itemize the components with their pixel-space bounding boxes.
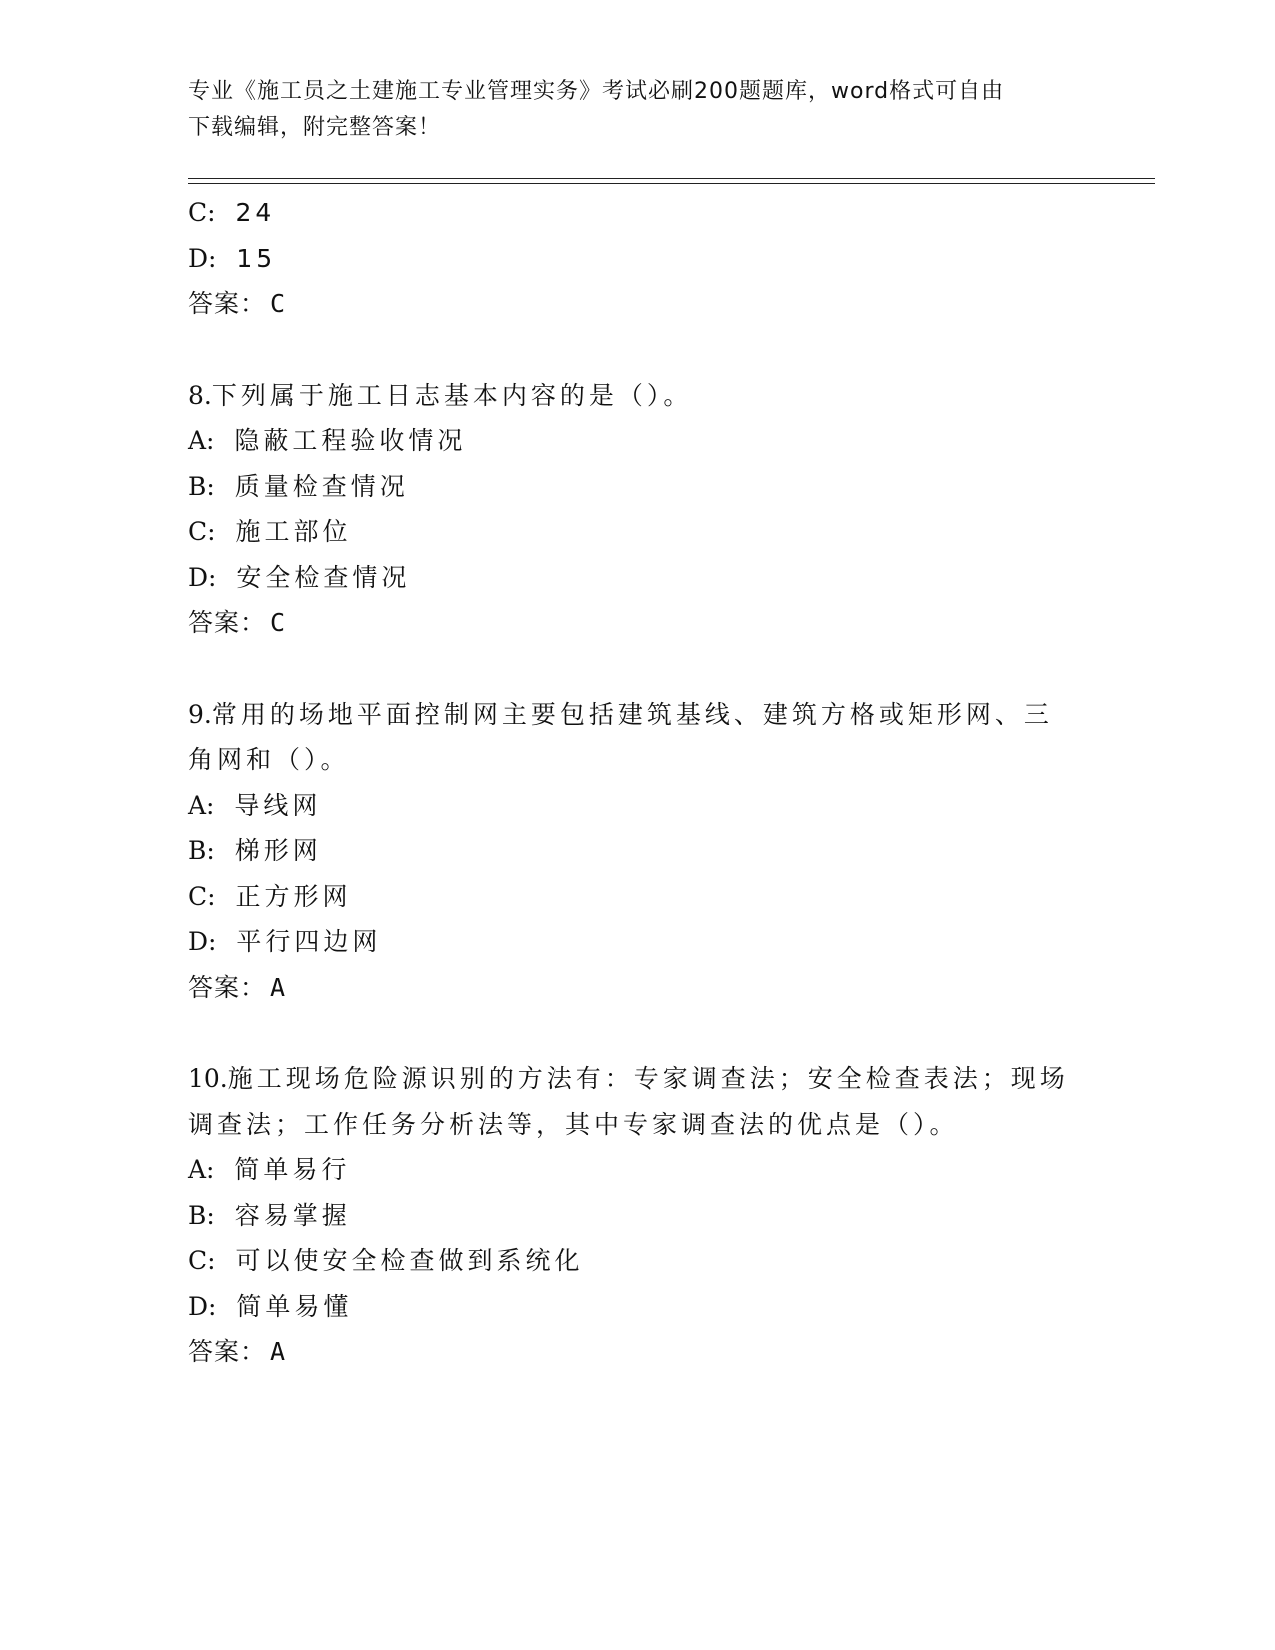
option-letter: D: [188, 1291, 225, 1321]
answer-row [188, 1329, 1088, 1375]
question-text: 常用的场地平面控制网主要包括建筑基线、建筑方格或矩形网、三 [211, 699, 1053, 729]
option-row [188, 919, 1088, 965]
option-letter: B: [188, 836, 223, 865]
option-text: 可以使安全检查做到系统化 [235, 1246, 584, 1275]
answer-value: A [270, 1337, 287, 1366]
answer-value: C [270, 289, 287, 318]
option-text: 平行四边网 [236, 927, 382, 956]
answer-label: 答案： [188, 1337, 267, 1366]
question-stem-line [188, 692, 1088, 738]
option-text: 导线网 [234, 790, 322, 820]
option-text: 正方形网 [235, 881, 352, 911]
answer-value: C [270, 608, 287, 637]
option-letter: C: [188, 881, 224, 911]
question-number: 9. [188, 699, 212, 729]
option-row [188, 464, 1088, 510]
option-row [188, 555, 1088, 601]
question-stem-line [188, 1056, 1088, 1102]
option-row [188, 1238, 1088, 1284]
header-line-1: 专业《施工员之土建施工专业管理实务》考试必刷200题题库，word格式可自由 [188, 79, 1005, 104]
question-text: 下列属于施工日志基本内容的是（）。 [211, 380, 693, 410]
question-text: 施工现场危险源识别的方法有：专家调查法；安全检查表法；现场 [227, 1064, 1069, 1093]
answer-label: 答案： [188, 972, 267, 1002]
option-letter: B: [188, 1200, 223, 1230]
option-row [188, 828, 1088, 874]
question-number: 8. [188, 380, 212, 410]
answer-row [188, 281, 1088, 327]
option-letter: A: [188, 1155, 223, 1184]
option-text: 质量检查情况 [234, 471, 409, 501]
option-letter: C: [188, 198, 224, 227]
partial-question-block [188, 190, 1088, 327]
option-text: 安全检查情况 [236, 562, 411, 592]
question-stem-line [188, 737, 1088, 783]
question-stem-line [188, 373, 1088, 419]
option-text: 梯形网 [234, 836, 322, 865]
option-row [188, 874, 1088, 920]
answer-label: 答案： [188, 608, 267, 637]
option-row [188, 1147, 1088, 1193]
option-text: 15 [236, 243, 277, 273]
question-text: 调查法；工作任务分析法等，其中专家调查法的优点是（）。 [188, 1109, 959, 1139]
option-row [188, 1193, 1088, 1239]
answer-row [188, 965, 1088, 1011]
option-text: 施工部位 [235, 517, 352, 546]
option-letter: A: [188, 426, 223, 455]
option-text: 隐蔽工程验收情况 [234, 426, 467, 455]
question-block-8 [188, 373, 1088, 646]
option-row [188, 190, 1088, 236]
option-row [188, 509, 1088, 555]
question-content [188, 190, 1088, 1375]
question-text: 角网和（）。 [188, 745, 350, 774]
option-letter: C: [188, 517, 224, 546]
question-stem-line [188, 1102, 1088, 1148]
answer-row [188, 600, 1088, 646]
document-header [188, 74, 1088, 146]
option-row [188, 236, 1088, 282]
header-rule-bottom [188, 183, 1155, 184]
answer-value: A [270, 972, 287, 1002]
option-text: 简单易行 [234, 1155, 351, 1184]
answer-label: 答案： [188, 289, 267, 318]
option-row [188, 418, 1088, 464]
question-block-10 [188, 1056, 1088, 1375]
option-text: 简单易懂 [236, 1291, 353, 1321]
option-text: 24 [235, 198, 276, 227]
option-letter: D: [188, 562, 225, 592]
option-row [188, 1284, 1088, 1330]
question-number: 10. [188, 1064, 228, 1093]
option-row [188, 783, 1088, 829]
option-letter: D: [188, 927, 225, 956]
option-letter: B: [188, 471, 223, 501]
option-text: 容易掌握 [234, 1200, 351, 1230]
header-line-2: 下载编辑，附完整答案！ [188, 115, 442, 140]
question-block-9 [188, 692, 1088, 1011]
option-letter: D: [188, 243, 225, 273]
option-letter: A: [188, 790, 223, 820]
option-letter: C: [188, 1246, 224, 1275]
header-rule-top [188, 178, 1155, 179]
